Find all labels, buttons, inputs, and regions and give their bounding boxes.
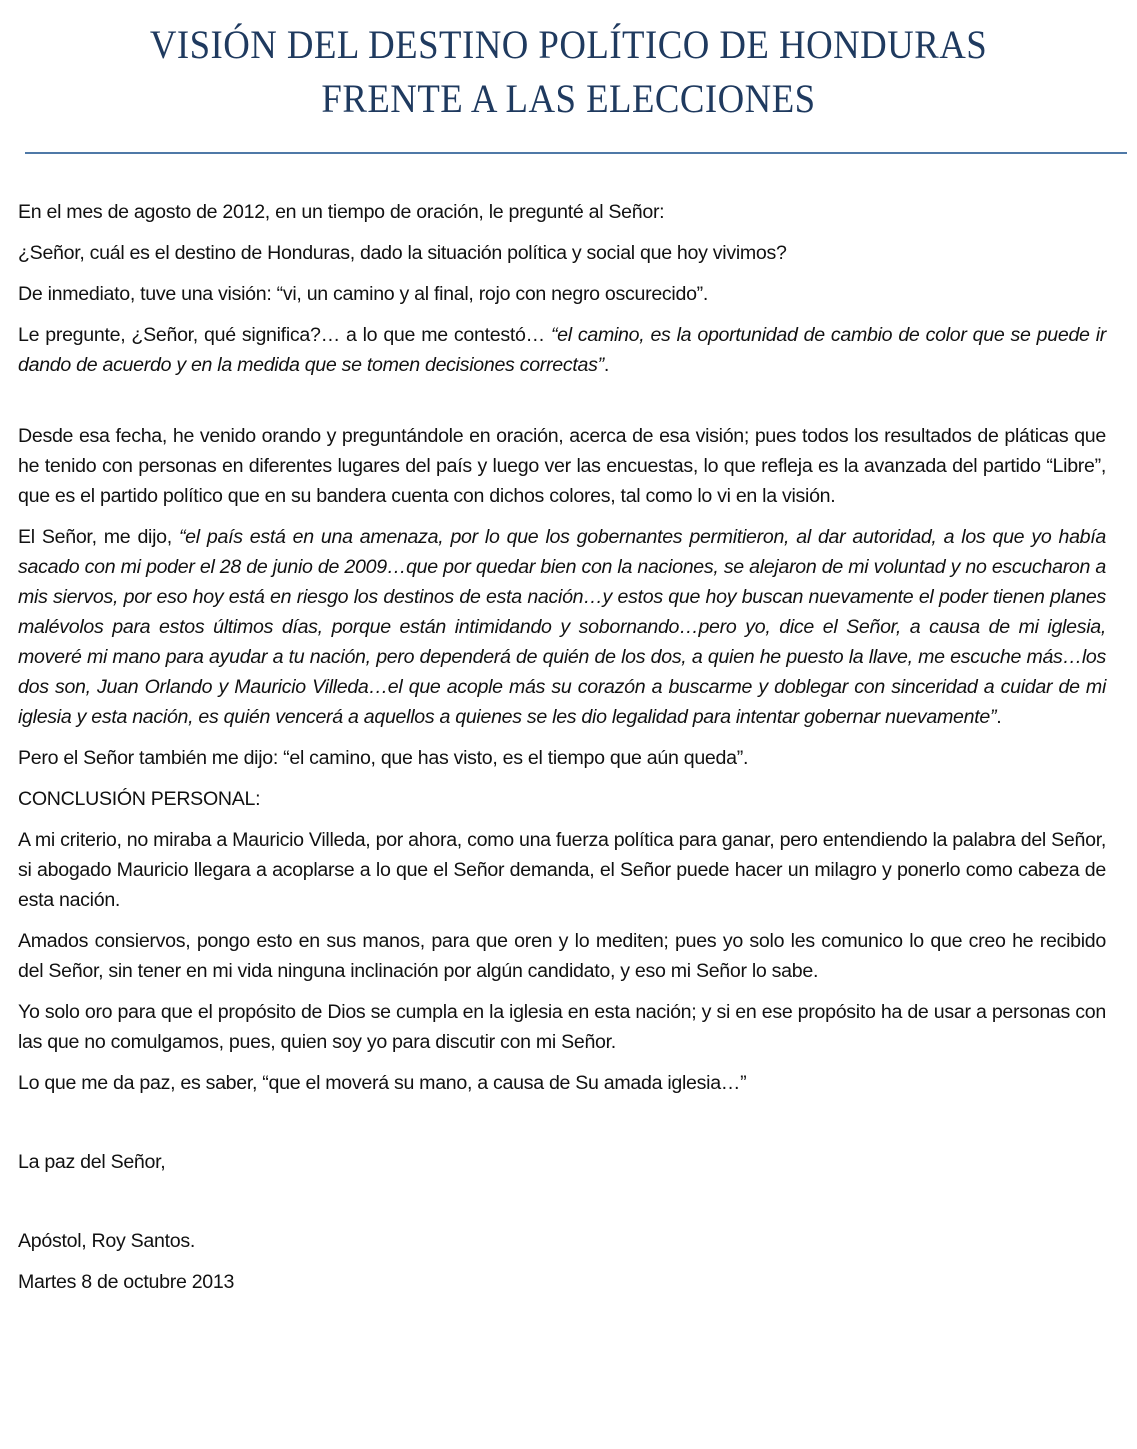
spacer xyxy=(18,1109,1106,1147)
paragraph-meaning-tail: . xyxy=(603,354,609,376)
paragraph-meaning-quote: “el camino, es la oportunidad de cambio de color que se puede ir dando de acuerdo y en la medida que se tomen decisiones correctas” xyxy=(18,324,1107,376)
paragraph-intro: En el mes de agosto de 2012, en un tiempo de oración, le pregunté al Señor: xyxy=(18,201,665,223)
paragraph-question: ¿Señor, cuál es el destino de Honduras, dado la situación política y social que hoy vivimos? xyxy=(18,242,787,264)
title-line-1: VISIÓN DEL DESTINO POLÍTICO DE HONDURAS xyxy=(149,22,988,67)
document-date: Martes 8 de octubre 2013 xyxy=(18,1271,235,1293)
paragraph-peace: Lo que me da paz, es saber, “que el moverá su mano, a causa de Su amada iglesia…” xyxy=(18,1072,747,1094)
document-title xyxy=(45,18,1091,126)
paragraph-vision: De inmediato, tuve una visión: “vi, un camino y al final, rojo con negro oscurecido”. xyxy=(18,283,709,305)
title-line-2: FRENTE A LAS ELECCIONES xyxy=(321,76,816,121)
paragraph-criterion: A mi criterio, no miraba a Mauricio Villeda, por ahora, como una fuerza política para ganar, pero entendiendo la palabra del Señor, si abogado Mauricio llegara a acoplarse a lo que el Señor demanda, el Señor puede hacer un milagro y ponerlo como cabeza de esta nación. xyxy=(18,829,1106,911)
title-divider xyxy=(25,152,1127,154)
closing-salutation: La paz del Señor, xyxy=(18,1151,166,1173)
spacer xyxy=(18,1188,1106,1226)
paragraph-since-then: Desde esa fecha, he venido orando y preguntándole en oración, acerca de esa visión; pues todos los resultados de pláticas que he tenido con personas en diferentes lugares del país y luego ver las encuestas, lo que refleja es la avanzada del partido “Libre”, que es el partido político que en su bandera cuenta con dichos colores, tal como lo vi en la visión. xyxy=(18,425,1106,507)
paragraph-coworkers: Amados consiervos, pongo esto en sus manos, para que oren y lo mediten; pues yo solo les comunico lo que creo he recibido del Señor, sin tener en mi vida ninguna inclinación por algún candidato, y eso mi Señor lo sabe. xyxy=(18,930,1106,982)
paragraph-lord-said-lead: El Señor, me dijo, xyxy=(18,526,179,548)
paragraph-lord-said xyxy=(18,522,1106,732)
document-body xyxy=(18,197,1106,1308)
paragraph-lord-said-quote: “el país está en una amenaza, por lo que los gobernantes permitieron, al dar autoridad, a los que yo había sacado con mi poder el 28 de junio de 2009…que por quedar bien con la naciones, se alejaron de mi voluntad y no escucharon a mis siervos, por eso hoy está en riesgo los destinos de esta nación…y estos que hoy buscan nuevamente el poder tienen planes malévolos para estos últimos días, porque están intimidando y sobornando…pero yo, dice el Señor, a causa de mi iglesia, moveré mi mano para ayudar a tu nación, pero dependerá de quién de los dos, a quien he puesto la llave, me escuche más…los dos son, Juan Orlando y Mauricio Villeda…el que acople más su corazón a buscarme y doblegar con sinceridad a cuidar de mi iglesia y esta nación, es quién vencerá a aquellos a quienes se les dio legalidad para intentar gobernar nuevamente” xyxy=(18,526,1107,728)
paragraph-meaning-lead: Le pregunte, ¿Señor, qué significa?… a lo que me contestó… xyxy=(18,324,551,346)
paragraph-meaning xyxy=(18,320,1106,380)
conclusion-heading: CONCLUSIÓN PERSONAL: xyxy=(18,788,261,810)
signature: Apóstol, Roy Santos. xyxy=(18,1230,195,1252)
paragraph-prayer: Yo solo oro para que el propósito de Dios se cumpla en la iglesia en esta nación; y si en ese propósito ha de usar a personas con las que no comulgamos, pues, quien soy yo para discutir con mi Señor. xyxy=(18,1001,1106,1053)
spacer xyxy=(18,391,1106,421)
paragraph-road-time: Pero el Señor también me dijo: “el camino, que has visto, es el tiempo que aún queda”. xyxy=(18,747,749,769)
paragraph-lord-said-tail: . xyxy=(996,706,1002,728)
